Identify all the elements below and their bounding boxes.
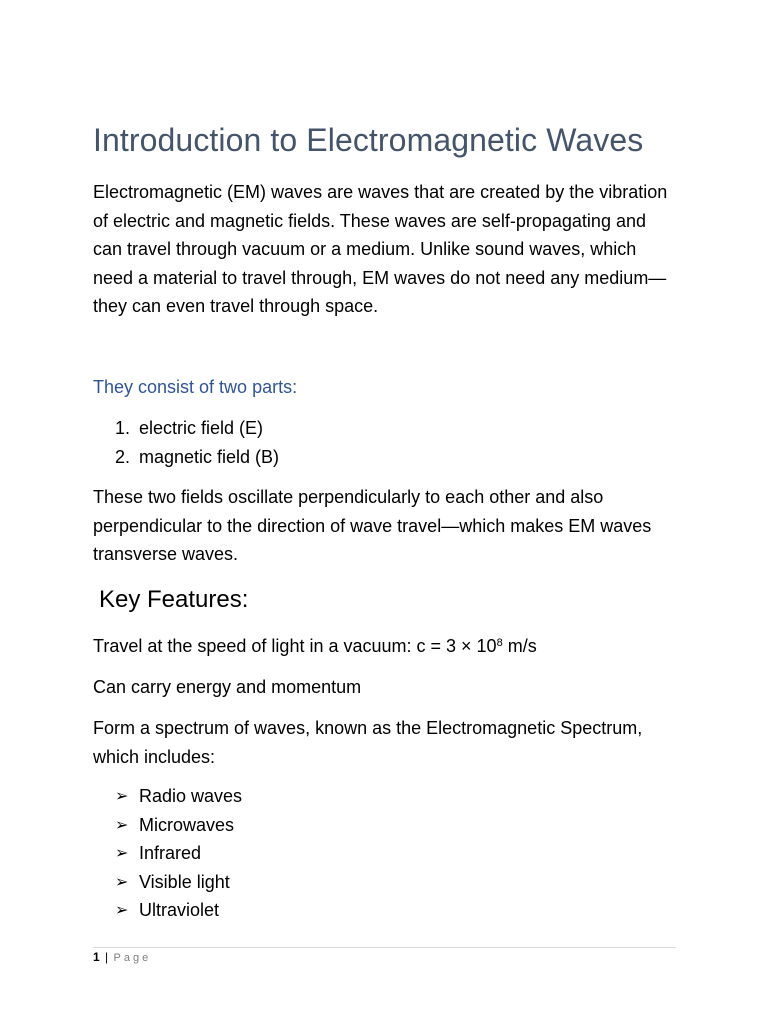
page-number: 1 xyxy=(93,950,100,964)
page-label: Page xyxy=(113,952,152,964)
list-item xyxy=(93,443,279,472)
feature-energy: Can carry energy and momentum xyxy=(93,677,362,697)
list-item-text: magnetic field (B) xyxy=(139,446,280,467)
arrow-bullet-icon: ➢ xyxy=(115,843,129,863)
feature-speed-text: Travel at the speed of light in a vacuum: c = 3 × 10 xyxy=(93,636,497,656)
parts-heading: They consist of two parts: xyxy=(93,377,298,397)
intro-paragraph: Electromagnetic (EM) waves are waves that are created by the vibration of electric and magnetic fields. These waves are self-propagating and can travel through vacuum or a medium. Unlike sound waves, which need a material to travel through, EM waves do not need any medium—they can even travel through space. xyxy=(93,182,668,317)
feature-speed xyxy=(93,632,676,661)
arrow-bullet-icon: ➢ xyxy=(115,900,129,920)
list-item xyxy=(93,896,242,925)
list-item xyxy=(93,868,242,897)
document-title: Introduction to Electromagnetic Waves xyxy=(93,122,644,158)
list-item-text: electric field (E) xyxy=(139,418,264,438)
page-footer xyxy=(93,949,151,966)
list-number: 1. xyxy=(115,418,131,438)
transverse-paragraph: These two fields oscillate perpendicularly to each other and also perpendicular to the direction of wave travel—which makes EM waves transverse waves. xyxy=(93,487,652,565)
feature-spectrum: Form a spectrum of waves, known as the Electromagnetic Spectrum, which includes: xyxy=(93,718,643,767)
list-number: 2. xyxy=(115,446,131,467)
spectrum-list xyxy=(93,782,242,925)
list-item xyxy=(93,782,242,811)
footer-divider xyxy=(93,947,676,948)
feature-speed-exponent: 8 xyxy=(496,637,503,649)
arrow-bullet-icon: ➢ xyxy=(115,814,129,834)
arrow-bullet-icon: ➢ xyxy=(115,786,129,805)
list-item xyxy=(93,839,242,868)
list-item-text: Ultraviolet xyxy=(139,900,220,921)
list-item-text: Visible light xyxy=(139,871,230,892)
key-features-heading: Key Features: xyxy=(99,586,249,613)
footer-separator: | xyxy=(105,950,109,964)
list-item-text: Infrared xyxy=(139,843,202,864)
document-page xyxy=(93,0,676,1024)
parts-list xyxy=(93,414,279,471)
feature-speed-unit: m/s xyxy=(502,636,537,656)
list-item-text: Radio waves xyxy=(139,786,243,806)
list-item xyxy=(93,414,279,443)
list-item xyxy=(93,811,242,840)
arrow-bullet-icon: ➢ xyxy=(115,871,129,891)
list-item-text: Microwaves xyxy=(139,814,235,835)
